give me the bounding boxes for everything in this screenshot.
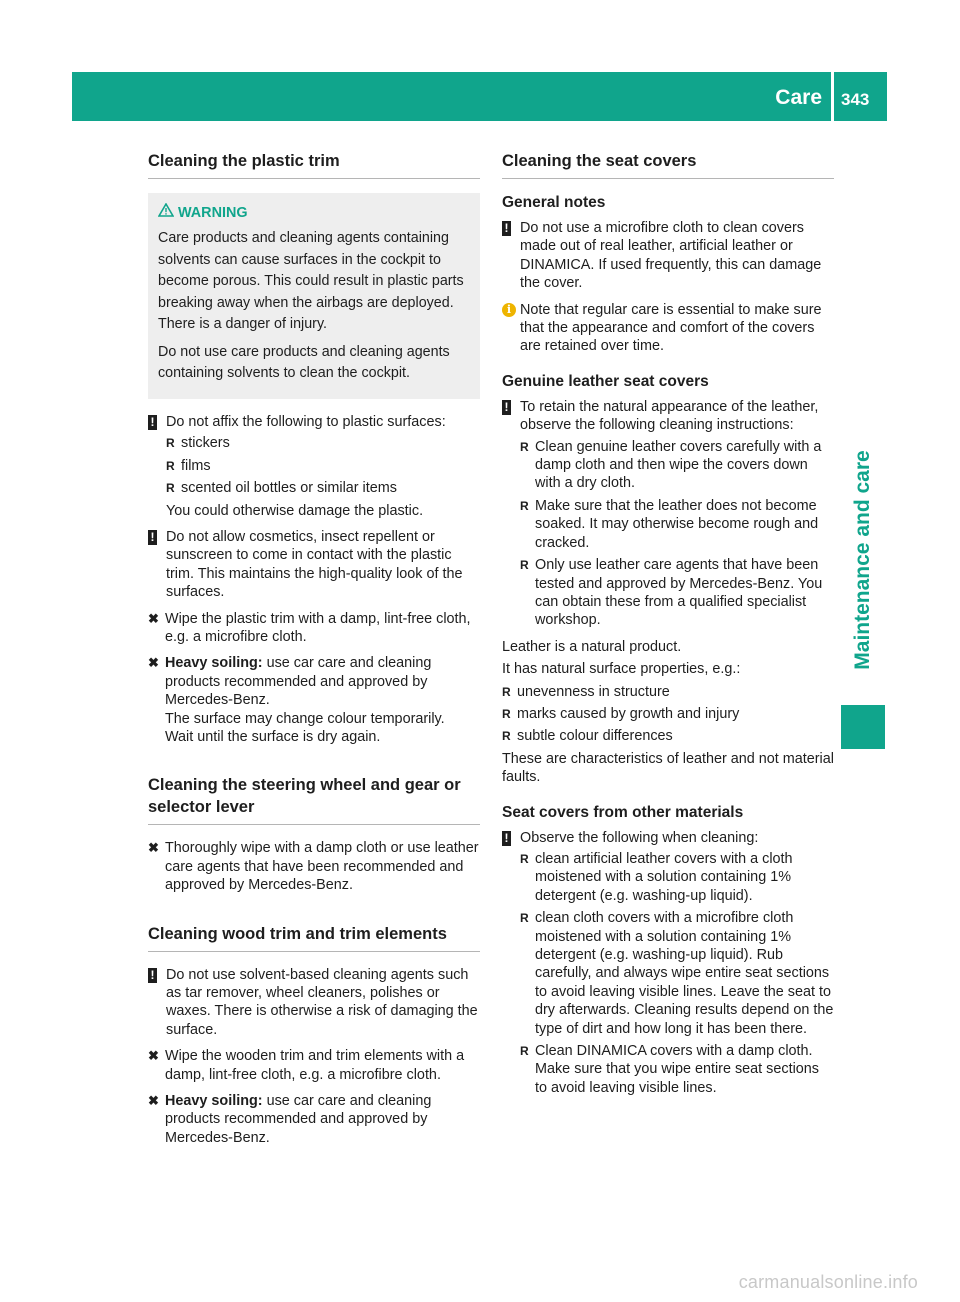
warning-box [148,193,480,399]
list-item: R subtle colour differences [502,727,834,745]
note-solvent [148,966,480,1040]
paragraph: Leather is a natural product. [502,638,682,655]
note-microfibre [502,219,834,293]
info-icon: i [502,303,516,317]
page-number: 343 [841,90,870,109]
list-item: R Clean DINAMICA covers with a damp cloth. Make sure that you wipe entire seat sections to avoid leaving visible lines. [520,1042,834,1097]
bullet-list [520,850,834,1097]
step-text: use car care and cleaning products recommended and approved by Mercedes-Benz. [165,1093,432,1146]
note-cosmetics [148,528,480,602]
note-text: Do not use a microfibre cloth to clean covers made out of real leather, artificial leather or DINAMICA. If used frequently, this can damage the cover. [520,220,822,292]
list-item: R clean artificial leather covers with a cloth moistened with a solution containing 1% detergent (e.g. washing-up liquid). [520,850,834,905]
paragraph: It has natural surface properties, e.g.: [502,661,741,678]
note-text: Do not allow cosmetics, insect repellent or sunscreen to come in contact with the plastic trim. This maintains the high-quality look of the surfaces. [166,528,463,601]
info-text: Note that regular care is essential to make sure that the appearance and comfort of the covers are retained over time. [520,301,822,355]
heading-wood-trim: Cleaning wood trim and trim elements [148,923,480,952]
exclamation-icon: ! [502,400,511,415]
list-item: R Only use leather care agents that have been tested and approved by Mercedes-Benz. You can obtain these from a qualified specialist workshop. [520,556,834,630]
step-text: Wipe the plastic trim with a damp, lint-free cloth, e.g. a microfibre cloth. [165,610,471,645]
step-arrow-icon: ✖ [148,655,159,671]
side-tab-marker [841,705,885,749]
list-item: R scented oil bottles or similar items [166,479,480,497]
step-heavy-soiling-wood [148,1092,480,1147]
step-extra-1: The surface may change colour temporarily. [165,710,445,727]
note-text: Do not use solvent-based cleaning agents such as tar remover, wheel cleaners, polishes or waxes. There is otherwise a risk of damaging the surface. [166,966,478,1038]
step-heavy-soiling [148,654,480,746]
warning-header [158,203,472,222]
heading-steering-wheel: Cleaning the steering wheel and gear or selector lever [148,774,480,825]
step-arrow-icon: ✖ [148,840,159,856]
step-text: Thoroughly wipe with a damp cloth or use leather care agents that have been recommended and approved by Mercedes-Benz. [165,840,479,894]
right-column [502,150,834,1105]
note-text: To retain the natural appearance of the leather, observe the following cleaning instructions: [520,398,819,434]
note-text: Do not affix the following to plastic surfaces: [166,413,446,430]
bullet-list [502,683,834,746]
note-end-text: You could otherwise damage the plastic. [166,502,424,519]
heading-seat-covers: Cleaning the seat covers [502,150,834,179]
step-text: Wipe the wooden trim and trim elements with a damp, lint-free cloth, e.g. a microfibre cloth. [165,1048,465,1083]
exclamation-icon: ! [148,968,157,983]
exclamation-icon: ! [502,221,511,236]
step-bold-label: Heavy soiling: [165,655,263,672]
note-other-materials [502,829,834,1098]
info-regular-care [502,301,834,356]
list-item: R stickers [166,434,480,452]
left-column [148,150,480,1155]
heading-general-notes: General notes [502,194,606,211]
warning-text-1: Care products and cleaning agents containing solvents can cause surfaces in the cockpit to become porous. This could result in plastic parts breaking away when the airbags are deployed. There is a danger of injury. [158,230,464,333]
step-arrow-icon: ✖ [148,1093,159,1109]
header-divider [831,72,834,121]
list-item: R marks caused by growth and injury [502,705,834,723]
heading-genuine-leather: Genuine leather seat covers [502,372,709,390]
watermark: carmanualsonline.info [738,1272,918,1292]
list-item: R Clean genuine leather covers carefully with a damp cloth and then wipe the covers down with a dry cloth. [520,438,834,493]
side-tab-label: Maintenance and care [850,450,874,670]
heading-plastic-trim: Cleaning the plastic trim [148,150,480,179]
step-bold-label: Heavy soiling: [165,1093,263,1110]
warning-triangle-icon [158,203,176,222]
step-arrow-icon: ✖ [148,1048,159,1064]
step-wipe-plastic [148,610,480,647]
exclamation-icon: ! [502,831,511,846]
exclamation-icon: ! [148,415,157,430]
step-wipe-wood [148,1047,480,1084]
note-plastic-surfaces [148,413,480,520]
list-item: R unevenness in structure [502,683,834,701]
bullet-list [520,438,834,630]
step-arrow-icon: ✖ [148,610,159,626]
step-extra-2: Wait until the surface is dry again. [165,729,381,745]
list-item: R clean cloth covers with a microfibre cloth moistened with a solution containing 1% detergent (e.g. washing-up liquid). Rub carefully, and always wipe entire seat sections to avoid leaving visible lines. Leave the seat to dry afterwards. Cleaning results depend on the type of dirt and how long it has been there. [520,909,834,1038]
heading-other-materials: Seat covers from other materials [502,803,744,821]
side-tab [841,420,885,700]
step-wipe-steering [148,839,480,894]
section-title: Care [775,86,822,109]
note-leather-care [502,398,834,630]
paragraph: These are characteristics of leather and not material faults. [502,750,834,786]
note-text: Observe the following when cleaning: [520,829,759,846]
list-item: R Make sure that the leather does not become soaked. It may otherwise become rough and cracked. [520,497,834,552]
warning-text-2: Do not use care products and cleaning agents containing solvents to clean the cockpit. [158,343,450,382]
list-item: R films [166,457,480,475]
exclamation-icon: ! [148,530,157,545]
step-text: use car care and cleaning products recommended and approved by Mercedes-Benz. [165,655,432,709]
bullet-list [166,434,480,497]
warning-label: WARNING [178,205,248,221]
